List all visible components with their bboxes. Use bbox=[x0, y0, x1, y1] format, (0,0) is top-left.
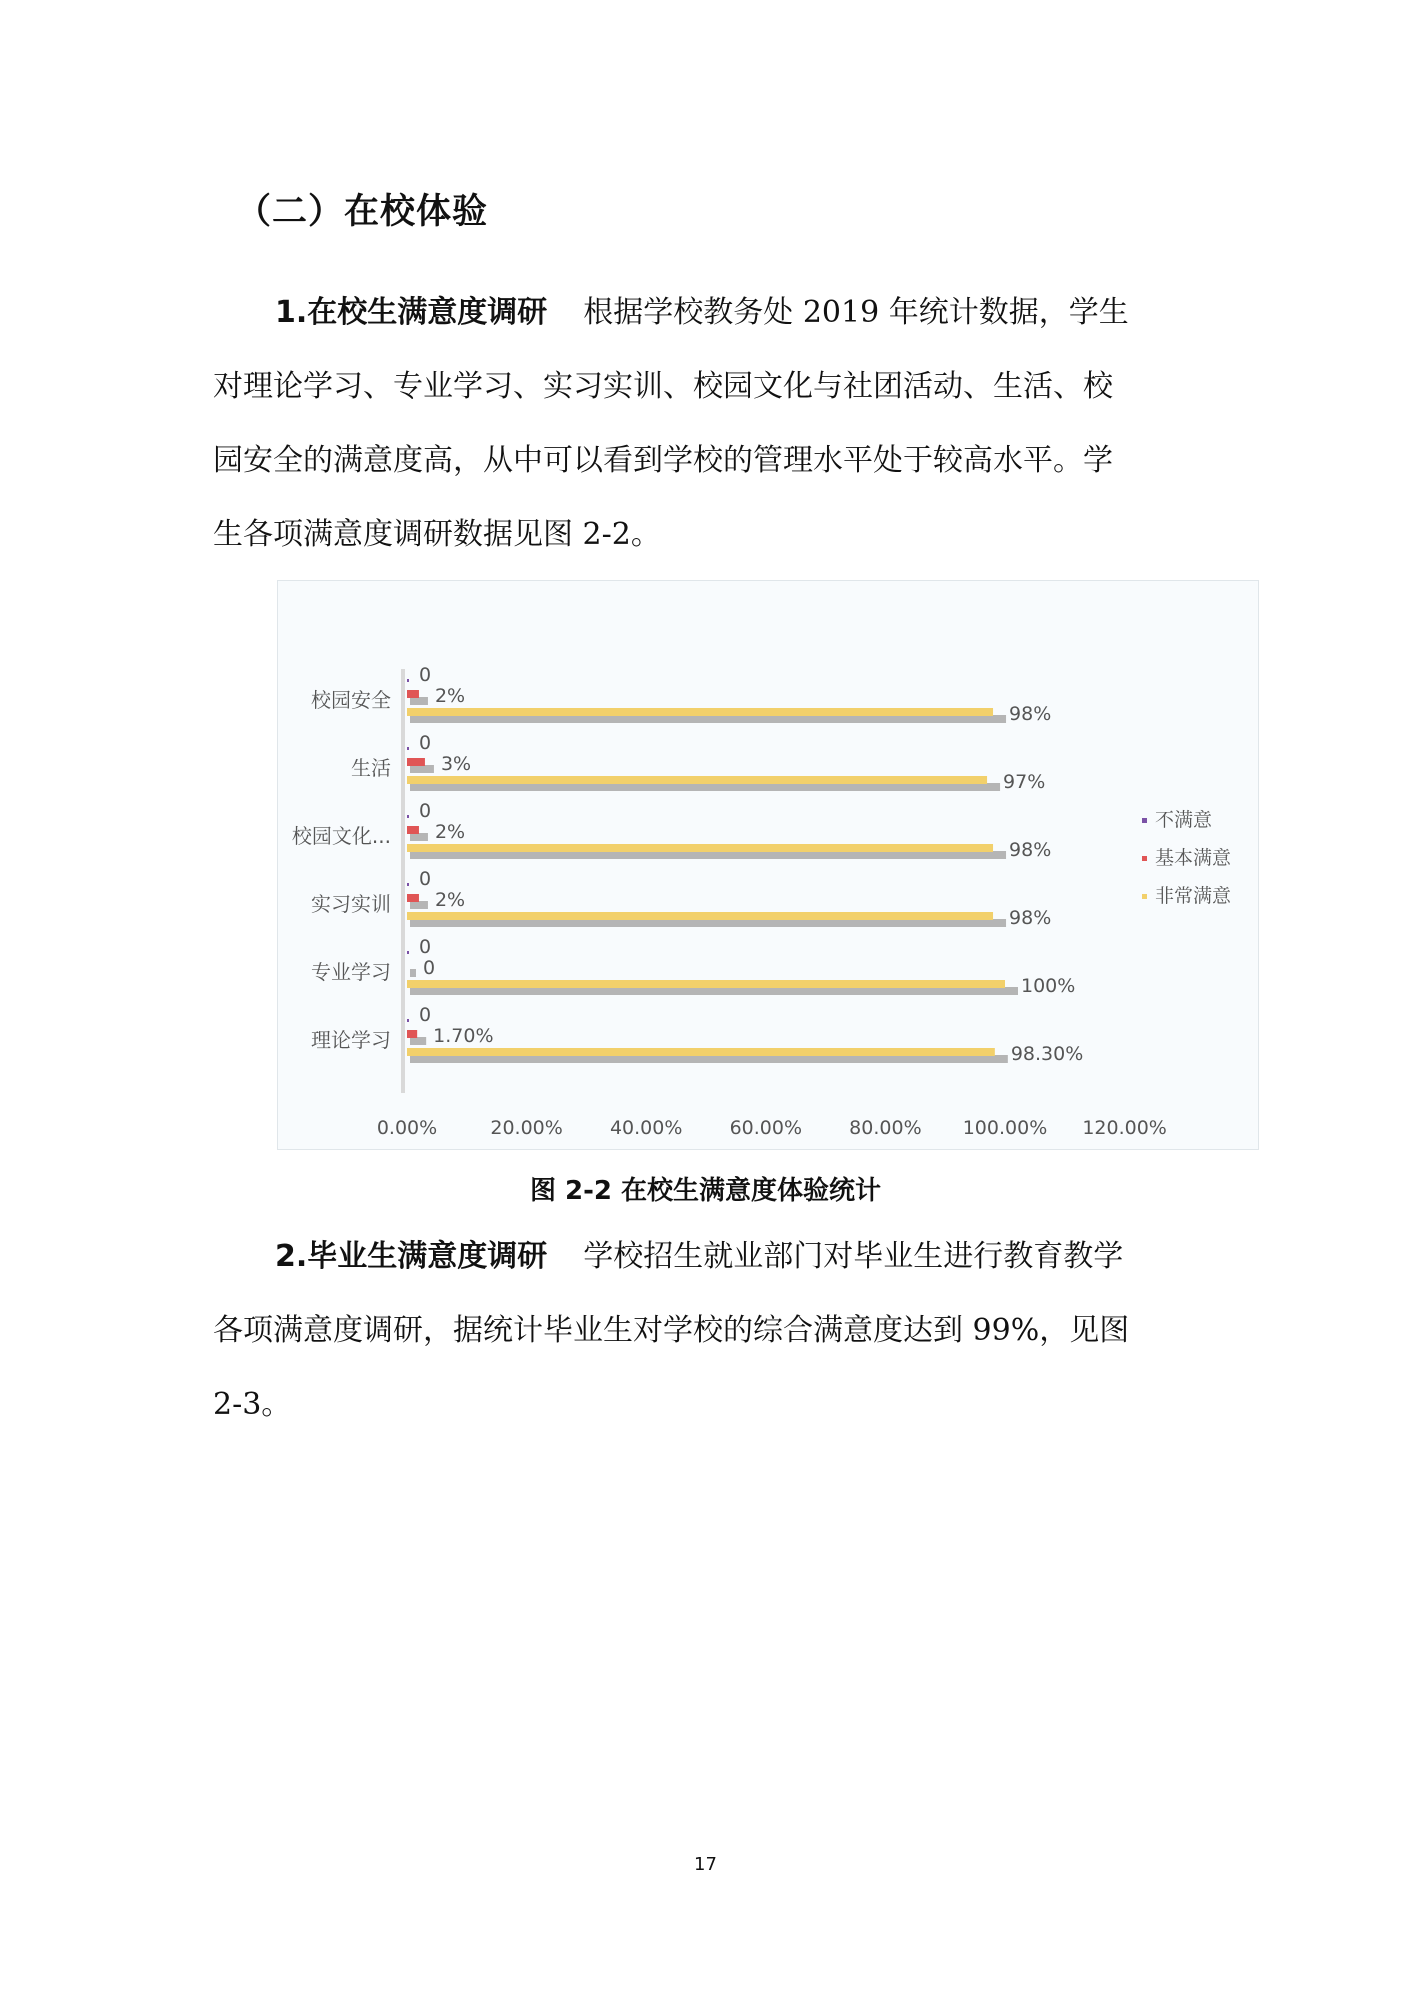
chart-tick-label: 40.00% bbox=[609, 1117, 683, 1139]
chart-bar bbox=[407, 980, 1005, 988]
paragraph-student-satisfaction bbox=[213, 276, 1198, 572]
chart-legend-marker bbox=[1142, 894, 1147, 899]
chart-tick-label: 80.00% bbox=[849, 1117, 922, 1139]
chart-bar bbox=[407, 894, 419, 902]
chart-data-label: 0 bbox=[419, 936, 432, 958]
paragraph-line: 园安全的满意度高，从中可以看到学校的管理水平处于较高水平。学 bbox=[213, 443, 1113, 478]
chart-bar bbox=[407, 758, 425, 766]
chart-bar-shadow bbox=[410, 969, 416, 977]
chart-data-label: 0 bbox=[419, 868, 432, 890]
chart-bar-shadow bbox=[407, 679, 409, 682]
paragraph-text: 学校招生就业部门对毕业生进行教育教学 bbox=[583, 1239, 1124, 1274]
paragraph-lead: 2.毕业生满意度调研 bbox=[275, 1239, 548, 1274]
chart-legend-marker bbox=[1142, 818, 1147, 823]
chart-category-label: 校园安全 bbox=[311, 688, 391, 712]
chart-bar bbox=[407, 1030, 417, 1038]
chart-tick-label: 100.00% bbox=[962, 1117, 1048, 1139]
chart-data-label: 98.30% bbox=[1010, 1043, 1084, 1065]
chart-bar-shadow bbox=[407, 815, 409, 818]
chart-bar-shadow bbox=[410, 1055, 1008, 1063]
chart-tick-label: 60.00% bbox=[729, 1117, 803, 1139]
chart-bar-shadow bbox=[407, 747, 409, 750]
paragraph-line: 2-3。 bbox=[213, 1387, 292, 1422]
chart-data-label: 0 bbox=[419, 732, 432, 754]
chart-legend-label: 不满意 bbox=[1155, 809, 1213, 831]
chart-tick-label: 120.00% bbox=[1082, 1117, 1167, 1139]
chart-data-label: 97% bbox=[1003, 771, 1046, 793]
chart-data-label: 2% bbox=[434, 685, 466, 707]
paragraph-line: 生各项满意度调研数据见图 2-2。 bbox=[213, 517, 661, 552]
paragraph-line: 对理论学习、专业学习、实习实训、校园文化与社团活动、生活、校 bbox=[213, 369, 1113, 404]
chart-bar-shadow bbox=[410, 1037, 426, 1045]
chart-data-label: 3% bbox=[440, 753, 472, 775]
chart-canvas bbox=[278, 581, 1260, 1151]
chart-bar bbox=[407, 776, 987, 784]
chart-axis-line bbox=[401, 669, 405, 1093]
chart-data-label: 0 bbox=[419, 800, 432, 822]
chart-bar-shadow bbox=[407, 951, 409, 954]
chart-bar bbox=[407, 912, 993, 920]
chart-bar-shadow bbox=[410, 919, 1006, 927]
chart-data-label: 1.70% bbox=[433, 1025, 494, 1047]
chart-data-label: 2% bbox=[434, 821, 466, 843]
paragraph-text: 根据学校教务处 2019 年统计数据，学生 bbox=[583, 295, 1129, 330]
chart-bar bbox=[407, 826, 419, 834]
satisfaction-chart bbox=[277, 580, 1259, 1150]
chart-bar bbox=[407, 1048, 995, 1056]
chart-bar bbox=[407, 690, 419, 698]
chart-legend-label: 基本满意 bbox=[1155, 847, 1232, 869]
chart-bar-shadow bbox=[407, 883, 409, 886]
chart-data-label: 98% bbox=[1009, 907, 1052, 929]
chart-bar-shadow bbox=[410, 987, 1018, 995]
page-number: 17 bbox=[694, 1854, 717, 1875]
chart-bar-shadow bbox=[407, 1019, 409, 1022]
paragraph-line bbox=[213, 276, 1198, 350]
paragraph-lead: 1.在校生满意度调研 bbox=[275, 295, 548, 330]
chart-data-label: 98% bbox=[1009, 703, 1052, 725]
chart-data-label: 0 bbox=[423, 957, 436, 979]
chart-bar-shadow bbox=[410, 715, 1006, 723]
chart-legend-marker bbox=[1142, 856, 1147, 861]
section-heading: （二）在校体验 bbox=[236, 192, 489, 232]
chart-tick-label: 0.00% bbox=[376, 1117, 438, 1139]
chart-data-label: 98% bbox=[1009, 839, 1052, 861]
paragraph-line: 各项满意度调研，据统计毕业生对学校的综合满意度达到 99%，见图 bbox=[213, 1313, 1130, 1348]
chart-category-label: 校园文化... bbox=[291, 824, 391, 848]
paragraph-graduate-satisfaction bbox=[213, 1220, 1198, 1442]
chart-category-label: 实习实训 bbox=[311, 892, 391, 916]
chart-bar-shadow bbox=[410, 833, 428, 841]
chart-tick-label: 20.00% bbox=[490, 1117, 563, 1139]
chart-legend-label: 非常满意 bbox=[1155, 885, 1232, 907]
chart-category-label: 专业学习 bbox=[311, 960, 391, 984]
chart-bar-shadow bbox=[410, 851, 1006, 859]
chart-bar-shadow bbox=[410, 697, 428, 705]
chart-data-label: 2% bbox=[434, 889, 466, 911]
chart-bar bbox=[407, 844, 993, 852]
chart-bar-shadow bbox=[410, 901, 428, 909]
chart-category-label: 生活 bbox=[351, 756, 391, 780]
chart-bar bbox=[407, 708, 993, 716]
paragraph-line bbox=[213, 1220, 1198, 1294]
chart-category-label: 理论学习 bbox=[311, 1028, 391, 1052]
figure-caption: 图 2-2 在校生满意度体验统计 bbox=[529, 1176, 882, 1206]
chart-data-label: 0 bbox=[419, 1004, 432, 1026]
chart-bar-shadow bbox=[410, 783, 1000, 791]
chart-bar-shadow bbox=[410, 765, 434, 773]
chart-data-label: 0 bbox=[419, 664, 432, 686]
chart-data-label: 100% bbox=[1021, 975, 1076, 997]
